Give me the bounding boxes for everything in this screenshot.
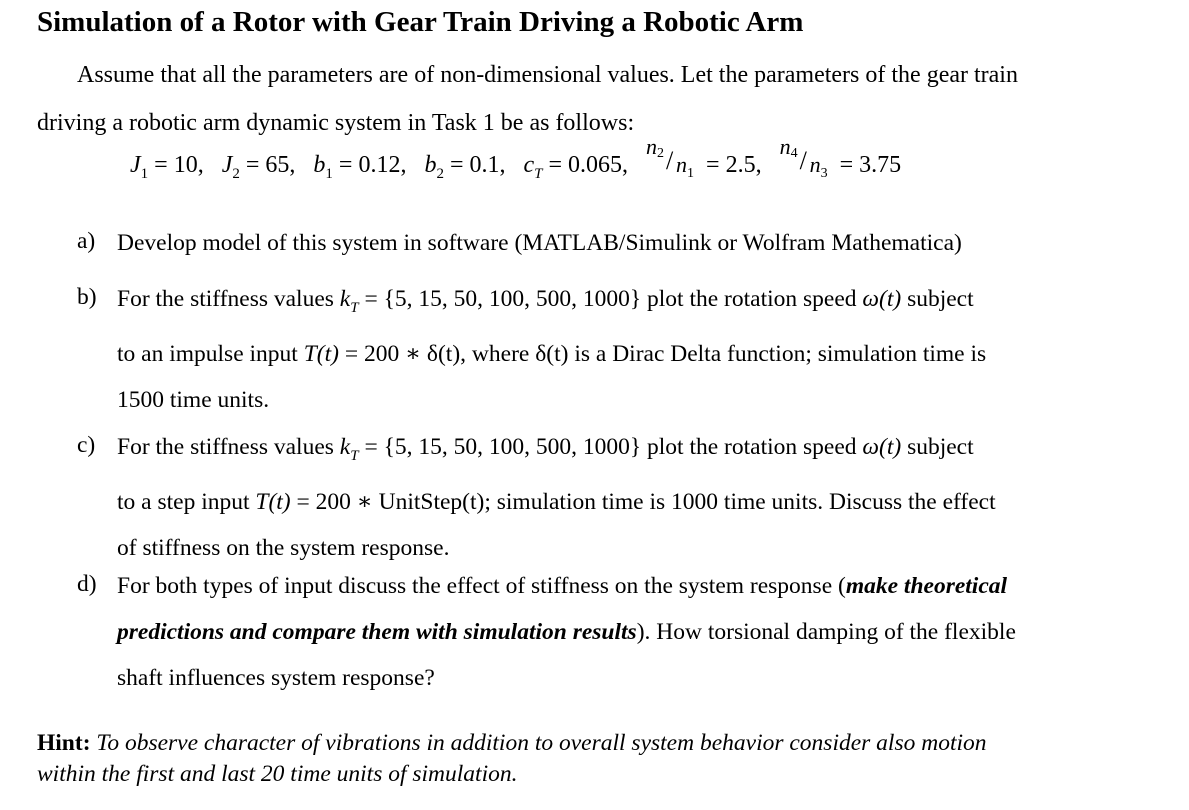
parameter-equation: $J_1 = 10$, $J_2 = 65$, $b_1 = 0.12$, $b_2 = 0.1$, $c_T = 0.065$, n2 / $n_1$ = 2.5, n4 / $n_3$ = 3.75 bbox=[130, 134, 902, 182]
impulse-expression: = 200 ∗ δ(t) bbox=[344, 341, 461, 367]
item-label: d) bbox=[77, 571, 97, 597]
hint-label: Hint: bbox=[37, 730, 91, 756]
step-expression: = 200 ∗ UnitStep(t) bbox=[296, 489, 485, 515]
item-label: a) bbox=[77, 228, 96, 254]
emphasis-text: make theoretical bbox=[845, 573, 1008, 599]
item-label: c) bbox=[77, 432, 96, 458]
param-j1: 10 bbox=[173, 152, 198, 178]
param-j2: 65 bbox=[265, 152, 290, 178]
hint-block bbox=[37, 728, 987, 790]
intro-line-1: Assume that all the parameters are of non-dimensional values. Let the parameters of the gear train bbox=[77, 62, 1018, 88]
param-n2-n1: 2.5 bbox=[725, 152, 756, 178]
stiffness-values: {5, 15, 50, 100, 500, 1000} bbox=[383, 286, 642, 312]
hint-text-line-2: within the first and last 20 time units of simulation. bbox=[37, 761, 518, 787]
gear-ratio-n2-n1: n2 / $n_1$ bbox=[646, 134, 695, 181]
item-label: b) bbox=[77, 284, 97, 310]
item-text: Develop model of this system in software (MATLAB/Simulink or Wolfram Mathematica) bbox=[117, 230, 962, 256]
gear-ratio-n4-n3: n4 / $n_3$ bbox=[779, 134, 828, 181]
param-b2: 0.1 bbox=[469, 152, 500, 178]
document-page: Simulation of a Rotor with Gear Train Driving a Robotic Arm Assume that all the parameters are of non-dimensional values. Let the parameters of the gear train driving a robotic arm dynamic system in Task 1 be as follows: $J_1 = 10$, $J_2 = 65$, $b_1 = 0.12$, $b_2 = 0.1$, $c_T = 0.065$, n2 / $n_1$ = 2.5, n4 / $n_3$ = 3.75 a) Develop model of this system in software (MATLAB/Simulink or Wolfram Mathematica) b) For the stiffness values $k_T = \{5$, 15, 50, 100, 500, 1000} plot the rotation speed ω(t) subject to an impulse input T(t) = 200 ∗ δ(t), where δ(t) is a Dirac Delta function; simulation time is 1500 time units. c) For the stiffness values $k_T = \{5$, 15, 50, 100, 500, 1000} plot the rotation speed ω(t) subject to a step input T(t) = 200 ∗ UnitStep(t); simulation time is 1000 time units. Discuss the effect of stiffness on the system response. d) For both types of input discuss the effect of stiffness on the system response (make theoretical predictions and compare them with simulation results). How torsional damping of the flexible shaft influences system response? Hint: To observe character of vibrations in addition to overall system behavior consider also motion within the first and last 20 time units of simulation. bbox=[0, 0, 1189, 810]
document-title: Simulation of a Rotor with Gear Train Driving a Robotic Arm bbox=[37, 6, 804, 38]
param-b1: 0.12 bbox=[358, 152, 401, 178]
hint-text-line-1: To observe character of vibrations in addition to overall system behavior consider also motion bbox=[96, 730, 987, 756]
intro-line-2: driving a robotic arm dynamic system in Task 1 be as follows: bbox=[37, 110, 635, 136]
param-ct: 0.065 bbox=[568, 152, 623, 178]
param-n4-n3: 3.75 bbox=[859, 152, 902, 178]
stiffness-values: {5, 15, 50, 100, 500, 1000} bbox=[383, 434, 642, 460]
emphasis-text: predictions and compare them with simulation results bbox=[117, 619, 637, 645]
